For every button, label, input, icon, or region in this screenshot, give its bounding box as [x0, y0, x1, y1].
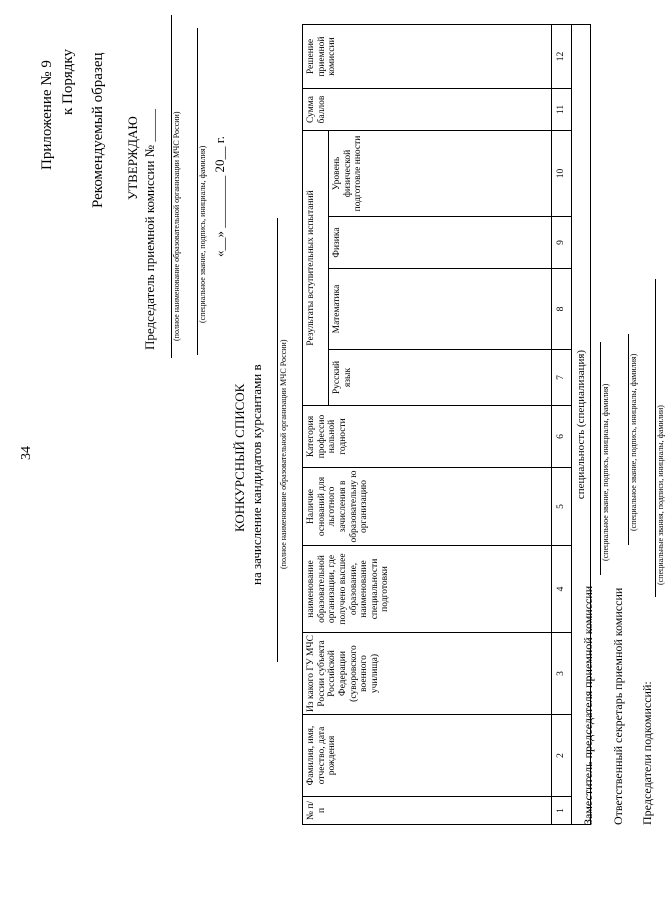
secretary-caption: (специальное звание, подпись, инициалы, фамилия)	[629, 353, 638, 531]
header-grounds: Наличие оснований для льготного зачисления в образовательну ю организацию	[303, 468, 552, 546]
header-decision: Решение приемной комиссии	[303, 25, 552, 89]
appendix-order: к Порядку	[60, 49, 76, 115]
header-from: Из какого ГУ МЧС России субъекта Российской Федерации (суворовского военного училища)	[303, 633, 552, 715]
col-number: 11	[552, 89, 572, 131]
col-number: 7	[552, 350, 572, 406]
subheader-math: Математика	[329, 269, 552, 350]
subcommission-caption: (специальные звания, подписи, инициалы, фамилии)	[656, 405, 665, 585]
competition-table	[302, 24, 591, 825]
col-number: 2	[552, 715, 572, 797]
approval-sign-caption: (специальное звание, подпись, инициалы, фамилия)	[198, 145, 207, 323]
col-number: 9	[552, 217, 572, 269]
col-number: 4	[552, 546, 572, 633]
deputy-label: Заместитель председателя приемной комиссии	[581, 585, 595, 825]
header-sum: Сумма баллов	[303, 89, 552, 131]
list-title: КОНКУРСНЫЙ СПИСОК	[232, 383, 247, 532]
approval-title: УТВЕРЖДАЮ	[125, 116, 140, 200]
col-number: 10	[552, 131, 572, 217]
page-number: 34	[19, 446, 34, 460]
list-org-underline	[277, 218, 278, 662]
column-numbers-row	[552, 25, 572, 825]
subheader-russian: Русский язык	[329, 350, 552, 406]
col-number: 8	[552, 269, 572, 350]
header-fio: Фамилия, имя, отчество, дата рождения	[303, 715, 552, 797]
header-num: № п/п	[303, 797, 552, 825]
approval-chairman: Председатель приемной комиссии № _____	[142, 109, 157, 350]
subheader-physics: Физика	[329, 217, 552, 269]
header-education: наименование образовательной организации, где получено высшее образование, наименование специальности подготовки	[303, 546, 552, 633]
col-number: 3	[552, 633, 572, 715]
recommended-sample: Рекомендуемый образец	[90, 52, 106, 208]
appendix-number: Приложение № 9	[39, 60, 55, 170]
specialty-row: специальность (специализация)	[572, 25, 591, 825]
deputy-caption: (специальное звание, подпись, инициалы, фамилия)	[601, 383, 610, 561]
approval-date: «__» ________ 20__ г.	[212, 136, 227, 257]
subheader-fitness: Уровень физической подготовле нности	[329, 131, 552, 217]
list-subtitle: на зачисление кандидатов курсантами в	[249, 364, 264, 585]
col-number: 5	[552, 468, 572, 546]
secretary-label: Ответственный секретарь приемной комиссии	[611, 587, 625, 825]
approval-org-caption: (полное наименование образовательной организации МЧС России)	[172, 111, 181, 341]
col-number: 1	[552, 797, 572, 825]
subcommission-chairs-label: Председатели подкомиссий:	[640, 681, 654, 825]
col-number: 12	[552, 25, 572, 89]
col-number: 6	[552, 406, 572, 468]
header-category: Категория профессио нальной годности	[303, 406, 552, 468]
list-org-caption: (полное наименование образовательной организации МЧС России)	[279, 339, 288, 569]
header-results: Результаты вступительных испытаний	[303, 131, 329, 406]
